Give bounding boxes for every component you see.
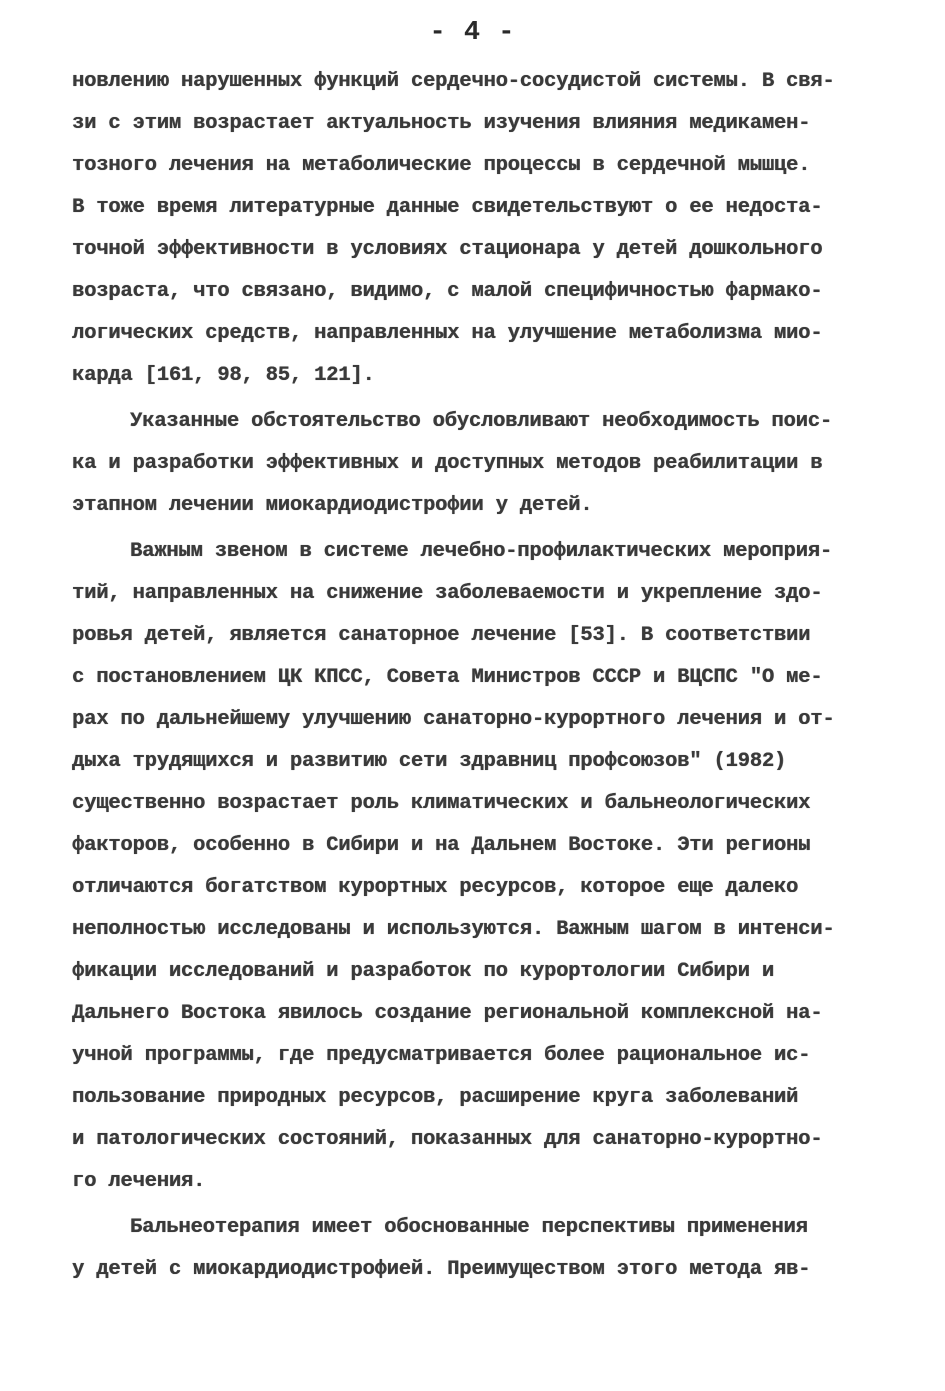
- text-line: фикации исследований и разработок по курортологии Сибири и: [72, 960, 774, 983]
- text-line: зи с этим возрастает актуальность изучения влияния медикамен-: [72, 112, 811, 135]
- text-line: Важным звеном в системе лечебно-профилактических мероприя-: [130, 540, 832, 563]
- text-line: у детей с миокардиодистрофией. Преимуществом этого метода яв-: [72, 1258, 811, 1281]
- text-line: рах по дальнейшему улучшению санаторно-курортного лечения и от-: [72, 708, 835, 731]
- text-line: ровья детей, является санаторное лечение [53]. В соответствии: [72, 624, 811, 647]
- text-line: учной программы, где предусматривается более рациональное ис-: [72, 1044, 811, 1067]
- text-line: факторов, особенно в Сибири и на Дальнем Востоке. Эти регионы: [72, 834, 811, 857]
- text-line: Дальнего Востока явилось создание региональной комплексной на-: [72, 1002, 823, 1025]
- text-line: с постановлением ЦК КПСС, Совета Министров СССР и ВЦСПС "О ме-: [72, 666, 823, 689]
- text-line: дыха трудящихся и развитию сети здравниц профсоюзов" (1982): [72, 750, 787, 773]
- text-line: отличаются богатством курортных ресурсов, которое еще далеко: [72, 876, 799, 899]
- text-line: неполностью исследованы и используются. Важным шагом в интенси-: [72, 918, 835, 941]
- page-number: - 4 -: [429, 18, 516, 48]
- text-line: го лечения.: [72, 1170, 206, 1193]
- text-line: новлению нарушенных функций сердечно-сосудистой системы. В свя-: [72, 70, 835, 93]
- text-line: тий, направленных на снижение заболеваемости и укрепление здо-: [72, 582, 823, 605]
- text-line: В тоже время литературные данные свидетельствуют о ее недоста-: [72, 196, 823, 219]
- text-line: возраста, что связано, видимо, с малой специфичностью фармако-: [72, 280, 823, 303]
- text-line: точной эффективности в условиях стационара у детей дошкольного: [72, 238, 823, 261]
- text-line: существенно возрастает роль климатических и бальнеологических: [72, 792, 811, 815]
- text-line: карда [161, 98, 85, 121].: [72, 364, 375, 387]
- text-line: ка и разработки эффективных и доступных методов реабилитации в: [72, 452, 823, 475]
- text-line: тозного лечения на метаболические процессы в сердечной мышце.: [72, 154, 811, 177]
- text-line: пользование природных ресурсов, расширение круга заболеваний: [72, 1086, 799, 1109]
- document-body-text: [72, 61, 872, 1291]
- text-line: Указанные обстоятельство обусловливают необходимость поис-: [130, 410, 832, 433]
- text-line: Бальнеотерапия имеет обоснованные перспективы применения: [130, 1216, 808, 1239]
- text-line: и патологических состояний, показанных для санаторно-курортно-: [72, 1128, 823, 1151]
- text-line: этапном лечении миокардиодистрофии у детей.: [72, 494, 593, 517]
- text-line: логических средств, направленных на улучшение метаболизма мио-: [72, 322, 823, 345]
